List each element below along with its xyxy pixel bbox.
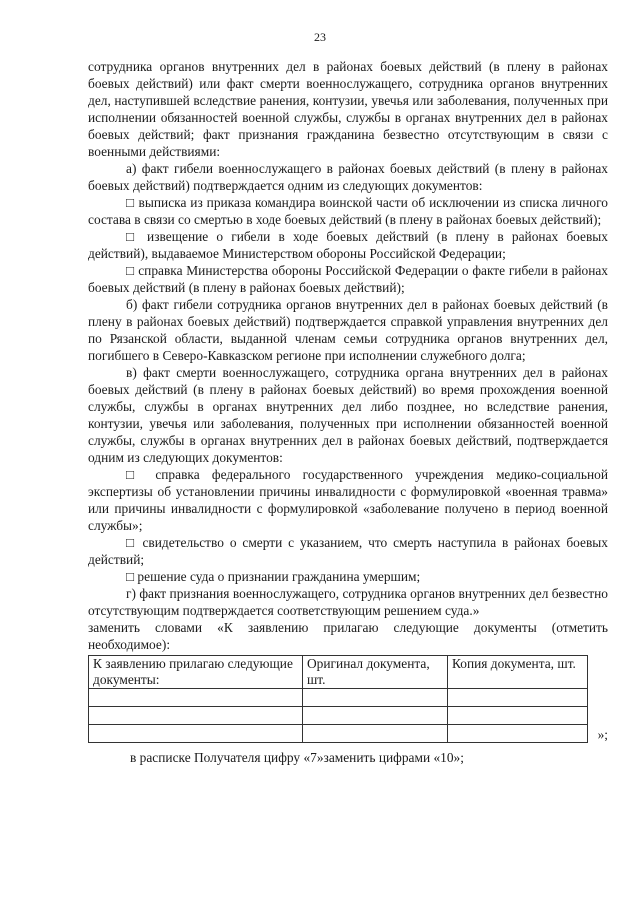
paragraph: в) факт смерти военнослужащего, сотрудника органа внутренних дел в районах боевых действий (в плену в районах боевых действий) во время прохождения военной службы, службы в органах внутренних дел либо позднее, но вследствие ранения, контузии, увечья или заболевания, полученных при исполнении обязанностей военной службы, службы в органах внутренних дел в районах боевых действий, подтверждается одним из следующих документов: [88,365,608,465]
table-row [89,725,588,743]
table-cell [448,707,588,725]
paragraph: г) факт признания военнослужащего, сотрудника органов внутренних дел безвестно отсутствующим подтверждается соответствующим решением суда.» [88,586,608,618]
paragraph: заменить словами «К заявлению прилагаю следующие документы (отметить необходимое): [88,620,608,652]
paragraph: а) факт гибели военнослужащего в районах боевых действий (в плену в районах боевых действий) подтверждается одним из следующих документов: [88,161,608,193]
table-header-cell: К заявлению прилагаю следующие документы: [89,656,303,689]
paragraph: б) факт гибели сотрудника органов внутренних дел в районах боевых действий (в плену в районах боевых действий) подтверждается справкой управления внутренних дел по Рязанской области, выданной членам семьи сотрудника органов внутренних дел, погибшего в Северо-Кавказском регионе при исполнении служебного долга; [88,297,608,363]
paragraph: сотрудника органов внутренних дел в районах боевых действий (в плену в районах боевых действий) или факт смерти военнослужащего, сотрудника органов внутренних дел, наступившей вследствие ранения, контузии, увечья или заболевания, полученных при исполнении обязанностей военной службы, службы в органах внутренних дел в районах боевых действий; факт признания гражданина безвестно отсутствующим в связи с военными действиями: [88,59,608,159]
table-cell [89,707,303,725]
paragraph: □ справка Министерства обороны Российской Федерации о факте гибели в районах боевых действий (в плену в районах боевых действий); [88,263,608,295]
table-row [89,689,588,707]
table-header-cell: Копия документа, шт. [448,656,588,689]
table-header-cell: Оригинал документа, шт. [303,656,448,689]
paragraph: в расписке Получателя цифру «7»заменить цифрами «10»; [130,750,464,765]
table-cell [89,725,303,743]
table-block [88,653,608,743]
table-cell [448,689,588,707]
table-cell [303,707,448,725]
paragraph: □ извещение о гибели в ходе боевых действий (в плену в районах боевых действий), выдаваемое Министерством обороны Российской Федерации; [88,229,608,261]
table-cell [89,689,303,707]
table-cell [303,725,448,743]
table-cell [448,725,588,743]
table-cell [303,689,448,707]
paragraph: □ выписка из приказа командира воинской части об исключении из списка личного состава в связи со смертью в ходе боевых действий (в плену в районах боевых действий); [88,195,608,227]
table-row [89,707,588,725]
paragraph: □ справка федерального государственного учреждения медико-социальной экспертизы об установлении причины инвалидности с формулировкой «военная травма» или причины инвалидности с формулировкой «заболевание получено в период военной службы»; [88,467,608,533]
document-body [88,58,608,766]
closing-quote: »; [597,727,608,742]
documents-table [88,655,588,743]
page-number: 23 [314,30,326,44]
table-header-row [89,656,588,689]
paragraph: □ решение суда о признании гражданина умершим; [126,569,421,584]
paragraph: □ свидетельство о смерти с указанием, что смерть наступила в районах боевых действий; [88,535,608,567]
